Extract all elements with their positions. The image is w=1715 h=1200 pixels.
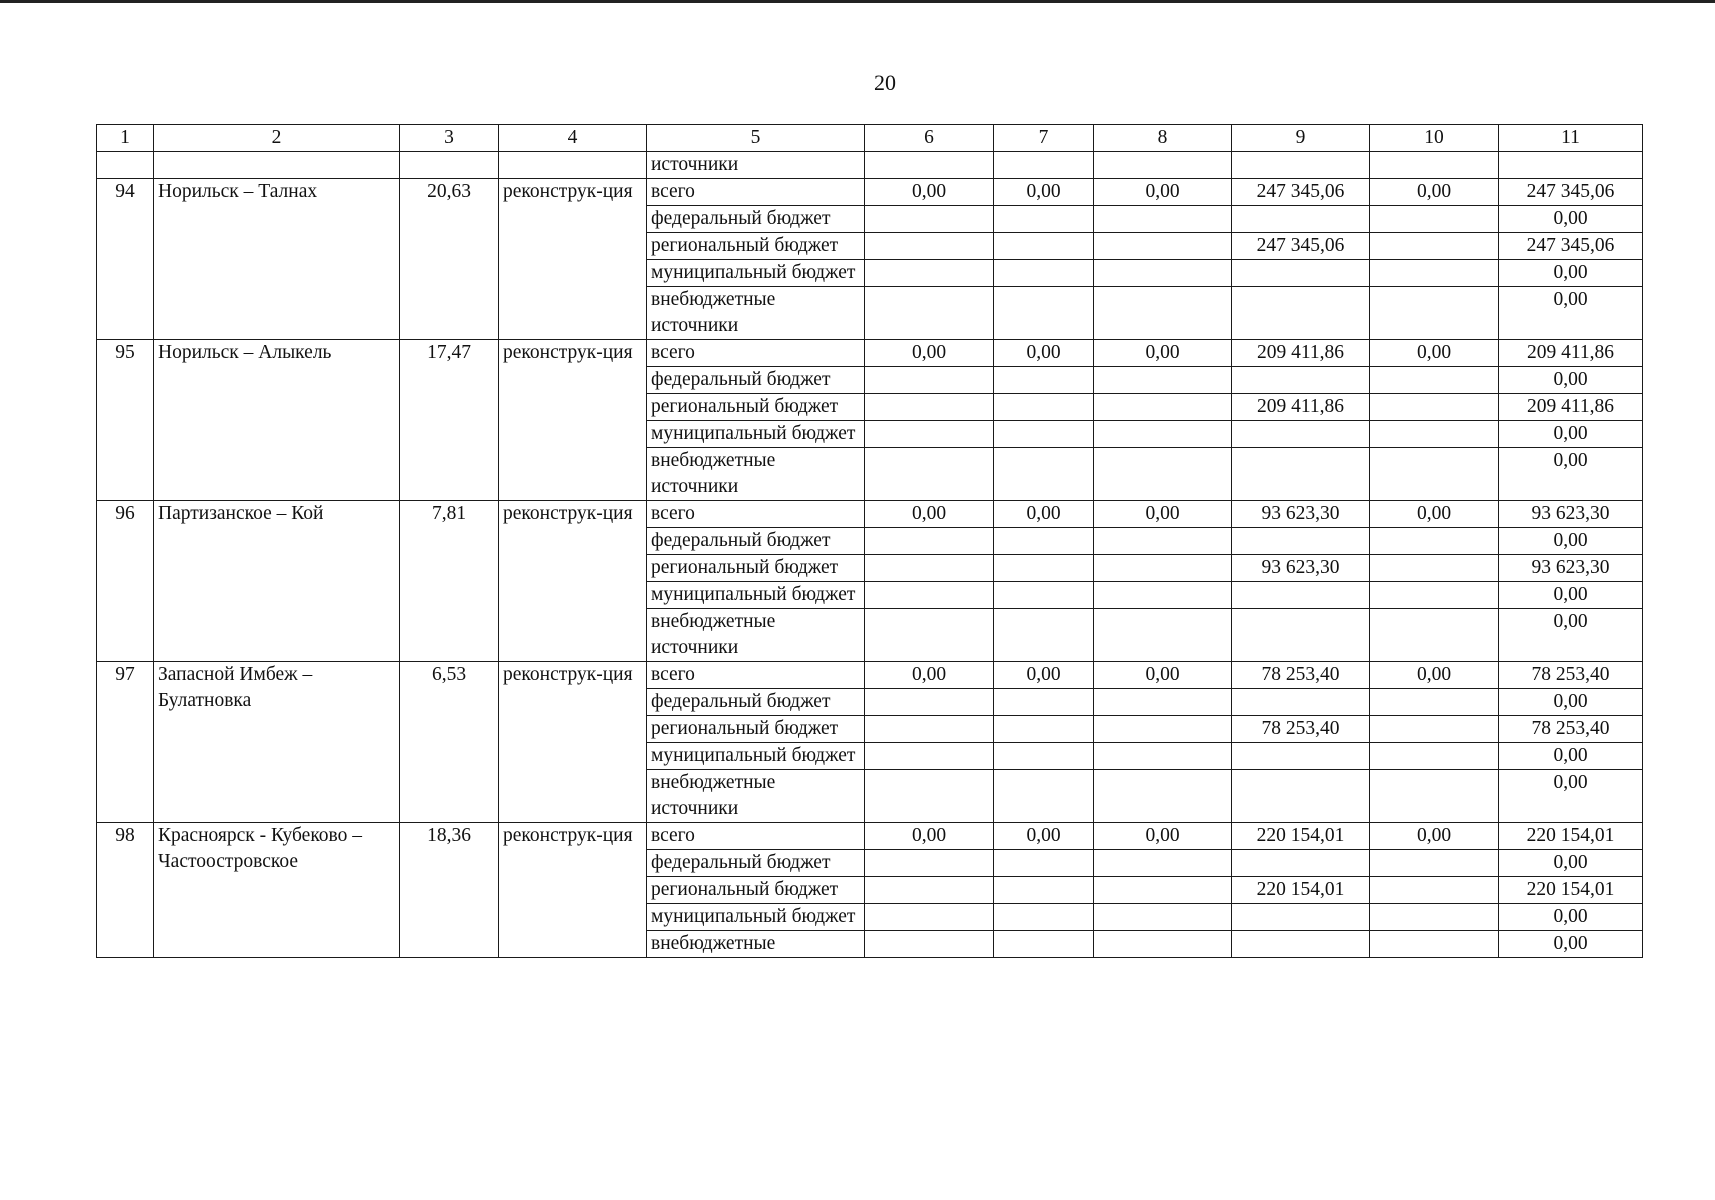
amount-value xyxy=(994,206,1094,233)
amount-value xyxy=(865,421,994,448)
amount-value xyxy=(865,448,994,501)
amount-value xyxy=(994,367,1094,394)
total-value: 0,00 xyxy=(1499,689,1643,716)
cell xyxy=(1370,152,1499,179)
amount-value xyxy=(1094,609,1232,662)
road-length: 17,47 xyxy=(400,340,499,501)
amount-value xyxy=(994,233,1094,260)
amount-value xyxy=(994,689,1094,716)
amount-value xyxy=(865,716,994,743)
table-row xyxy=(97,179,1643,206)
total-value: 78 253,40 xyxy=(1499,662,1643,689)
header-cell: 4 xyxy=(499,125,647,152)
total-value: 209 411,86 xyxy=(1499,394,1643,421)
amount-value: 0,00 xyxy=(865,179,994,206)
amount-value xyxy=(865,206,994,233)
total-value: 0,00 xyxy=(1499,367,1643,394)
header-cell: 6 xyxy=(865,125,994,152)
amount-value xyxy=(994,448,1094,501)
total-value: 0,00 xyxy=(1499,850,1643,877)
cell xyxy=(400,152,499,179)
amount-value xyxy=(865,689,994,716)
total-value: 220 154,01 xyxy=(1499,877,1643,904)
amount-value xyxy=(1232,260,1370,287)
amount-value xyxy=(865,904,994,931)
road-length: 7,81 xyxy=(400,501,499,662)
source-label: муниципальный бюджет xyxy=(647,421,865,448)
header-cell: 5 xyxy=(647,125,865,152)
amount-value xyxy=(865,260,994,287)
amount-value: 0,00 xyxy=(1370,340,1499,367)
total-value: 209 411,86 xyxy=(1499,340,1643,367)
amount-value xyxy=(994,287,1094,340)
amount-value: 0,00 xyxy=(1370,501,1499,528)
amount-value xyxy=(994,609,1094,662)
continuation-row xyxy=(97,152,1643,179)
road-name: Красноярск - Кубеково – Частоостровское xyxy=(154,823,400,958)
amount-value: 0,00 xyxy=(1370,179,1499,206)
amount-value: 220 154,01 xyxy=(1232,877,1370,904)
source-label: внебюджетные источники xyxy=(647,609,865,662)
total-value: 0,00 xyxy=(1499,287,1643,340)
amount-value xyxy=(1094,394,1232,421)
road-length: 20,63 xyxy=(400,179,499,340)
amount-value: 247 345,06 xyxy=(1232,179,1370,206)
amount-value xyxy=(1232,770,1370,823)
amount-value xyxy=(1370,743,1499,770)
amount-value xyxy=(994,877,1094,904)
amount-value xyxy=(1232,582,1370,609)
amount-value xyxy=(1232,743,1370,770)
amount-value xyxy=(1094,877,1232,904)
source-label: региональный бюджет xyxy=(647,394,865,421)
cell xyxy=(1232,152,1370,179)
source-label: внебюджетные xyxy=(647,931,865,958)
amount-value xyxy=(1370,877,1499,904)
amount-value xyxy=(994,555,1094,582)
amount-value: 0,00 xyxy=(994,501,1094,528)
amount-value xyxy=(1094,260,1232,287)
work-type: реконструк-ция xyxy=(499,662,647,823)
total-value: 247 345,06 xyxy=(1499,233,1643,260)
amount-value xyxy=(1370,260,1499,287)
amount-value xyxy=(865,555,994,582)
amount-value: 0,00 xyxy=(865,501,994,528)
source-label: региональный бюджет xyxy=(647,233,865,260)
row-number: 97 xyxy=(97,662,154,823)
amount-value xyxy=(1094,931,1232,958)
source-label: всего xyxy=(647,662,865,689)
amount-value xyxy=(1094,770,1232,823)
source-label: внебюджетные источники xyxy=(647,770,865,823)
header-cell: 10 xyxy=(1370,125,1499,152)
amount-value: 0,00 xyxy=(994,340,1094,367)
amount-value: 0,00 xyxy=(1094,662,1232,689)
source-label: федеральный бюджет xyxy=(647,689,865,716)
amount-value xyxy=(865,233,994,260)
road-length: 6,53 xyxy=(400,662,499,823)
cell xyxy=(1094,152,1232,179)
amount-value xyxy=(1370,689,1499,716)
header-cell: 2 xyxy=(154,125,400,152)
amount-value: 0,00 xyxy=(1094,823,1232,850)
work-type: реконструк-ция xyxy=(499,823,647,958)
road-name: Партизанское – Кой xyxy=(154,501,400,662)
row-number: 98 xyxy=(97,823,154,958)
amount-value xyxy=(994,582,1094,609)
amount-value: 0,00 xyxy=(865,662,994,689)
amount-value xyxy=(1094,743,1232,770)
amount-value: 0,00 xyxy=(994,823,1094,850)
amount-value: 0,00 xyxy=(865,340,994,367)
amount-value xyxy=(865,582,994,609)
amount-value xyxy=(994,528,1094,555)
source-label: всего xyxy=(647,179,865,206)
source-label: федеральный бюджет xyxy=(647,850,865,877)
road-name: Норильск – Талнах xyxy=(154,179,400,340)
total-value: 0,00 xyxy=(1499,904,1643,931)
amount-value xyxy=(1232,421,1370,448)
amount-value xyxy=(1094,206,1232,233)
source-label: всего xyxy=(647,823,865,850)
total-value: 0,00 xyxy=(1499,421,1643,448)
work-type: реконструк-ция xyxy=(499,340,647,501)
amount-value xyxy=(1370,394,1499,421)
amount-value xyxy=(1232,367,1370,394)
amount-value xyxy=(994,850,1094,877)
source-label: внебюджетные источники xyxy=(647,287,865,340)
total-value: 0,00 xyxy=(1499,260,1643,287)
amount-value: 220 154,01 xyxy=(1232,823,1370,850)
total-value: 0,00 xyxy=(1499,931,1643,958)
amount-value xyxy=(994,904,1094,931)
header-cell: 11 xyxy=(1499,125,1643,152)
road-name: Запасной Имбеж – Булатновка xyxy=(154,662,400,823)
source-label: региональный бюджет xyxy=(647,716,865,743)
amount-value xyxy=(865,743,994,770)
amount-value xyxy=(994,743,1094,770)
source-label: федеральный бюджет xyxy=(647,206,865,233)
amount-value xyxy=(1094,555,1232,582)
amount-value: 209 411,86 xyxy=(1232,340,1370,367)
amount-value: 247 345,06 xyxy=(1232,233,1370,260)
header-cell: 3 xyxy=(400,125,499,152)
road-name: Норильск – Алыкель xyxy=(154,340,400,501)
cell xyxy=(97,152,154,179)
amount-value xyxy=(865,287,994,340)
total-value: 0,00 xyxy=(1499,770,1643,823)
total-value: 0,00 xyxy=(1499,582,1643,609)
cell xyxy=(865,152,994,179)
amount-value xyxy=(1094,904,1232,931)
source-label: муниципальный бюджет xyxy=(647,260,865,287)
header-row xyxy=(97,125,1643,152)
amount-value xyxy=(1370,448,1499,501)
row-number: 95 xyxy=(97,340,154,501)
total-value: 78 253,40 xyxy=(1499,716,1643,743)
top-edge-rule xyxy=(0,0,1715,3)
amount-value xyxy=(865,850,994,877)
road-length: 18,36 xyxy=(400,823,499,958)
total-value: 0,00 xyxy=(1499,743,1643,770)
total-value: 247 345,06 xyxy=(1499,179,1643,206)
amount-value xyxy=(865,394,994,421)
source-label: всего xyxy=(647,340,865,367)
amount-value xyxy=(1370,421,1499,448)
amount-value xyxy=(865,931,994,958)
amount-value xyxy=(1094,448,1232,501)
source-label: источники xyxy=(647,152,865,179)
source-label: муниципальный бюджет xyxy=(647,582,865,609)
amount-value xyxy=(1370,287,1499,340)
amount-value xyxy=(1232,689,1370,716)
work-type: реконструк-ция xyxy=(499,179,647,340)
amount-value: 0,00 xyxy=(994,662,1094,689)
page-number: 20 xyxy=(874,70,896,95)
amount-value xyxy=(1232,528,1370,555)
amount-value xyxy=(1232,609,1370,662)
amount-value xyxy=(1370,555,1499,582)
source-label: муниципальный бюджет xyxy=(647,743,865,770)
header-cell: 8 xyxy=(1094,125,1232,152)
amount-value xyxy=(1370,609,1499,662)
amount-value: 78 253,40 xyxy=(1232,716,1370,743)
cell xyxy=(154,152,400,179)
amount-value xyxy=(1370,931,1499,958)
amount-value xyxy=(1370,850,1499,877)
amount-value xyxy=(1232,287,1370,340)
amount-value xyxy=(1094,716,1232,743)
amount-value: 0,00 xyxy=(1094,179,1232,206)
amount-value xyxy=(1094,421,1232,448)
amount-value xyxy=(1370,770,1499,823)
amount-value xyxy=(865,770,994,823)
row-number: 94 xyxy=(97,179,154,340)
amount-value: 78 253,40 xyxy=(1232,662,1370,689)
amount-value xyxy=(1370,582,1499,609)
amount-value xyxy=(994,260,1094,287)
amount-value xyxy=(865,367,994,394)
amount-value xyxy=(1370,716,1499,743)
row-number: 96 xyxy=(97,501,154,662)
amount-value: 0,00 xyxy=(1094,340,1232,367)
amount-value xyxy=(1370,904,1499,931)
work-type: реконструк-ция xyxy=(499,501,647,662)
total-value: 93 623,30 xyxy=(1499,555,1643,582)
amount-value xyxy=(1232,448,1370,501)
cell xyxy=(994,152,1094,179)
amount-value xyxy=(1094,689,1232,716)
table-row xyxy=(97,340,1643,367)
amount-value xyxy=(865,609,994,662)
source-label: федеральный бюджет xyxy=(647,367,865,394)
amount-value xyxy=(1232,206,1370,233)
total-value: 220 154,01 xyxy=(1499,823,1643,850)
header-cell: 1 xyxy=(97,125,154,152)
source-label: региональный бюджет xyxy=(647,555,865,582)
amount-value xyxy=(1094,367,1232,394)
amount-value: 0,00 xyxy=(994,179,1094,206)
amount-value: 0,00 xyxy=(1370,823,1499,850)
amount-value xyxy=(1232,931,1370,958)
amount-value: 0,00 xyxy=(1370,662,1499,689)
amount-value xyxy=(994,421,1094,448)
amount-value: 0,00 xyxy=(1094,501,1232,528)
table-row xyxy=(97,662,1643,689)
amount-value xyxy=(1232,850,1370,877)
source-label: всего xyxy=(647,501,865,528)
amount-value: 209 411,86 xyxy=(1232,394,1370,421)
amount-value xyxy=(1094,850,1232,877)
source-label: федеральный бюджет xyxy=(647,528,865,555)
amount-value xyxy=(994,394,1094,421)
amount-value: 93 623,30 xyxy=(1232,501,1370,528)
cell xyxy=(499,152,647,179)
amount-value xyxy=(1370,233,1499,260)
amount-value xyxy=(1370,206,1499,233)
amount-value xyxy=(1370,367,1499,394)
amount-value xyxy=(1094,528,1232,555)
total-value: 93 623,30 xyxy=(1499,501,1643,528)
amount-value xyxy=(1370,528,1499,555)
financing-table xyxy=(96,124,1643,958)
total-value: 0,00 xyxy=(1499,448,1643,501)
source-label: внебюджетные источники xyxy=(647,448,865,501)
source-label: региональный бюджет xyxy=(647,877,865,904)
total-value: 0,00 xyxy=(1499,609,1643,662)
table-row xyxy=(97,501,1643,528)
header-cell: 7 xyxy=(994,125,1094,152)
amount-value xyxy=(994,931,1094,958)
amount-value xyxy=(1094,233,1232,260)
header-cell: 9 xyxy=(1232,125,1370,152)
cell xyxy=(1499,152,1643,179)
total-value: 0,00 xyxy=(1499,206,1643,233)
amount-value: 93 623,30 xyxy=(1232,555,1370,582)
amount-value: 0,00 xyxy=(865,823,994,850)
total-value: 0,00 xyxy=(1499,528,1643,555)
amount-value xyxy=(865,877,994,904)
amount-value xyxy=(1232,904,1370,931)
amount-value xyxy=(865,528,994,555)
table-row xyxy=(97,823,1643,850)
amount-value xyxy=(994,716,1094,743)
amount-value xyxy=(1094,582,1232,609)
amount-value xyxy=(994,770,1094,823)
source-label: муниципальный бюджет xyxy=(647,904,865,931)
amount-value xyxy=(1094,287,1232,340)
